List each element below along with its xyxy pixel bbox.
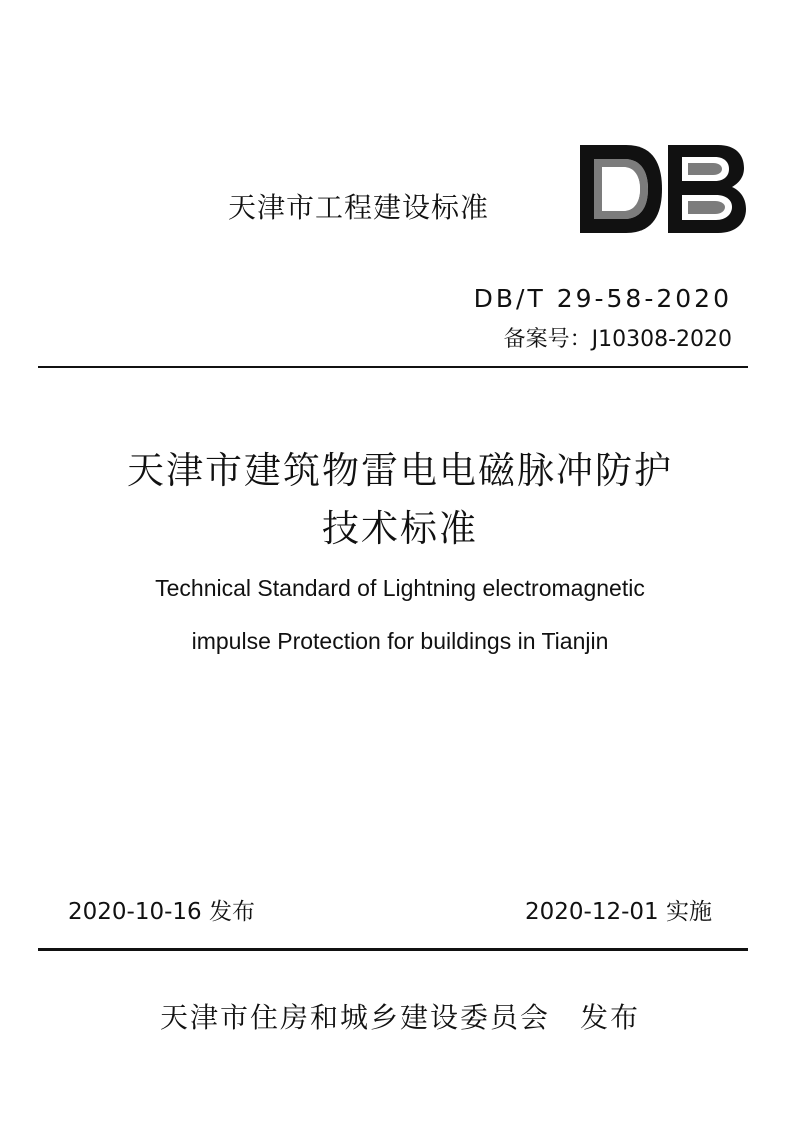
- issue-date: 2020-10-16 发布: [68, 899, 255, 925]
- title-chinese-line2: 技术标准: [322, 507, 478, 550]
- publisher: 天津市住房和城乡建设委员会 发布: [159, 1001, 640, 1034]
- title-english-line2: impulse Protection for buildings in Tianjin: [191, 628, 609, 654]
- record-number: 备案号：J10308-2020: [503, 327, 732, 352]
- logo-letter-b: [668, 145, 746, 233]
- top-divider: [38, 366, 748, 368]
- standard-code: DB/T 29-58-2020: [473, 284, 732, 313]
- title-english-line1: Technical Standard of Lightning electromagnetic: [155, 575, 645, 601]
- implementation-date: 2020-12-01 实施: [525, 899, 712, 925]
- series-title: 天津市工程建设标准: [228, 191, 490, 224]
- title-chinese-line1: 天津市建筑物雷电电磁脉冲防护: [127, 449, 673, 492]
- db-logo: [578, 143, 748, 235]
- logo-letter-d: [580, 145, 662, 233]
- bottom-divider: [38, 948, 748, 951]
